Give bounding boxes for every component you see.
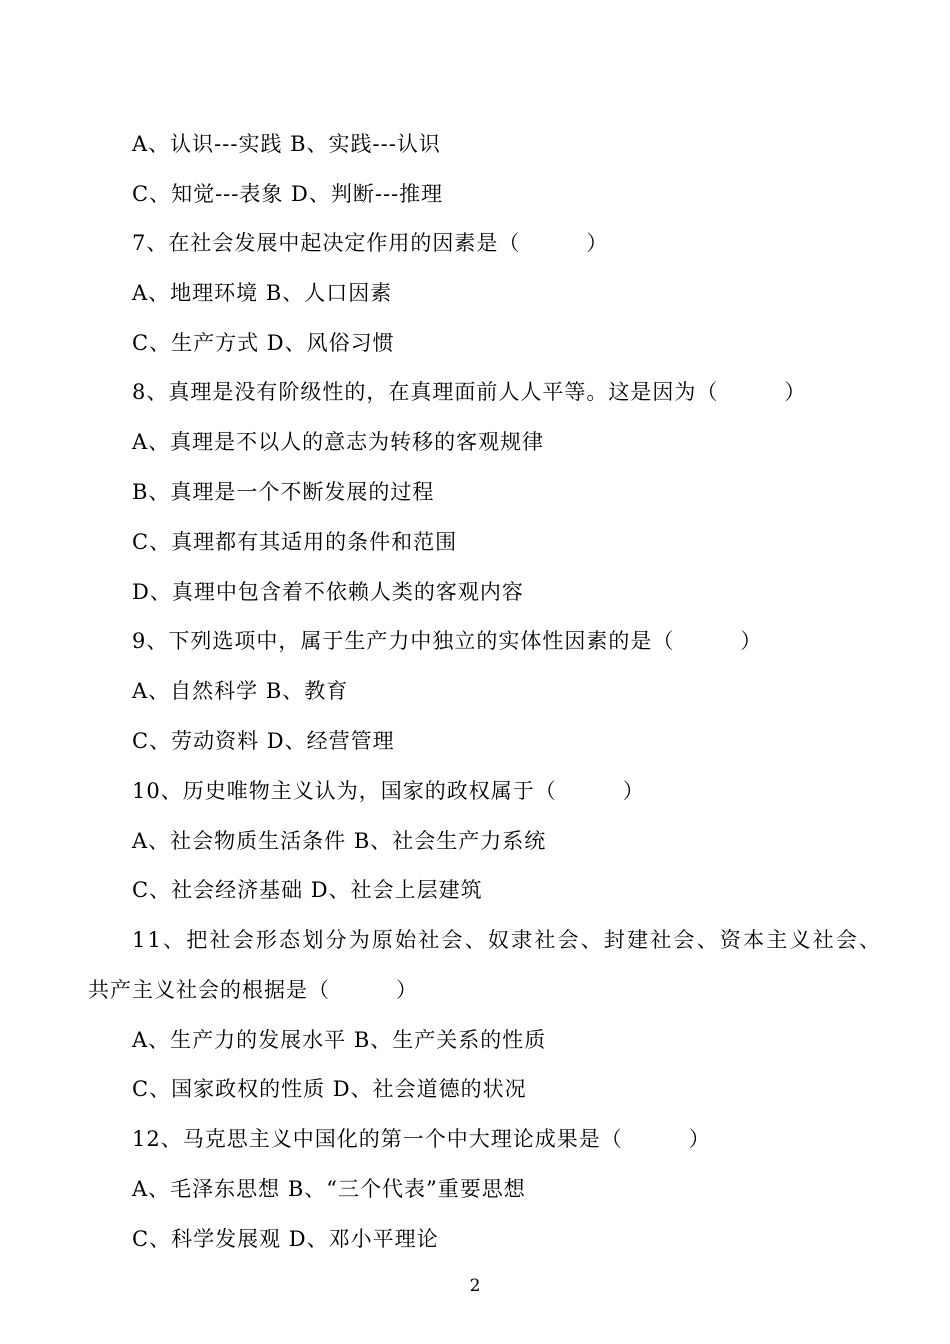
question-7: 7、在社会发展中起决定作用的因素是（ ） (132, 231, 609, 255)
question-11: 11、把社会形态划分为原始社会、奴隶社会、封建社会、资本主义社会、 (132, 928, 883, 952)
option-line: A、社会物质生活条件 B、社会生产力系统 (132, 829, 547, 853)
question-9: 9、下列选项中，属于生产力中独立的实体性因素的是（ ） (132, 629, 763, 653)
option-line: C、国家政权的性质 D、社会道德的状况 (132, 1077, 527, 1101)
option-line: C、科学发展观 D、邓小平理论 (132, 1227, 439, 1251)
option-line: C、社会经济基础 D、社会上层建筑 (132, 878, 483, 902)
option-line: A、自然科学 B、教育 (132, 679, 349, 703)
question-12: 12、马克思主义中国化的第一个中大理论成果是（ ） (132, 1127, 711, 1151)
option-line: A、真理是不以人的意志为转移的客观规律 (132, 430, 545, 454)
option-line: A、地理环境 B、人口因素 (132, 281, 393, 305)
option-line: A、毛泽东思想 B、“三个代表”重要思想 (132, 1177, 526, 1201)
option-line: A、生产力的发展水平 B、生产关系的性质 (132, 1028, 547, 1052)
option-line: C、生产方式 D、风俗习惯 (132, 331, 395, 355)
question-8: 8、真理是没有阶级性的，在真理面前人人平等。这是因为（ ） (132, 380, 807, 404)
question-11-continued: 共产主义社会的根据是（ ） (88, 978, 418, 1002)
option-line: D、真理中包含着不依赖人类的客观内容 (132, 580, 524, 604)
option-line: C、劳动资料 D、经营管理 (132, 729, 395, 753)
page-number: 2 (469, 1276, 481, 1296)
option-line: C、真理都有其适用的条件和范围 (132, 530, 458, 554)
option-line: C、知觉---表象 D、判断---推理 (132, 182, 444, 206)
option-line: B、真理是一个不断发展的过程 (132, 480, 435, 504)
question-10: 10、历史唯物主义认为，国家的政权属于（ ） (132, 779, 645, 803)
option-line: A、认识---实践 B、实践---认识 (132, 132, 441, 156)
